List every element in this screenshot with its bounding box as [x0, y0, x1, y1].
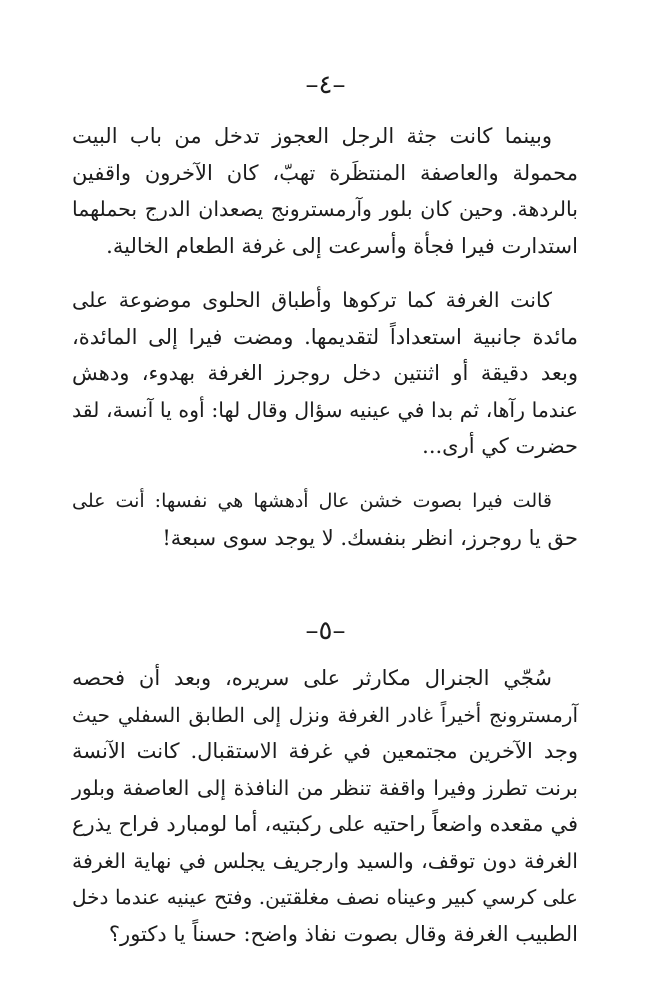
text-line: آرمسترونج أخيراً غادر الغرفة ونزل إلى الطابق السفلي حيث: [72, 702, 578, 727]
text-line: استدارت فيرا فجأة وأسرعت إلى غرفة الطعام الخالية.: [106, 233, 578, 258]
chapter-heading: –٤–: [305, 70, 346, 100]
text-line: عندما رآها، ثم بدا في عينيه سؤال وقال لها: أوه يا آنسة، لقد: [72, 397, 578, 422]
paragraph: [72, 282, 578, 465]
text-line: برنت تطرز وفيرا واقفة تنظر من النافذة إلى العاصفة وبلور: [72, 775, 578, 800]
text-line: الطبيب الغرفة وقال بصوت نفاذ واضح: حسناً يا دكتور؟: [108, 921, 578, 946]
text-line: قالت فيرا بصوت خشن عال أدهشها هي نفسها: أنت على: [72, 490, 552, 512]
text-line: بالردهة. وحين كان بلور وآرمسترونج يصعدان الدرج بحملهما: [72, 197, 578, 221]
text-line: الغرفة دون توقف، والسيد وارجريف يجلس في نهاية الغرفة: [72, 848, 578, 873]
text-line: سُجّي الجنرال مكارثر على سريره، وبعد أن فحصه: [72, 666, 552, 690]
text-line: وبينما كانت جثة الرجل العجوز تدخل من باب البيت: [72, 124, 552, 148]
text-line: في مقعده واضعاً راحتيه على ركبتيه، أما لومبارد فراح يذرع: [72, 812, 578, 836]
text-line: مائدة جانبية استعداداً لتقديمها. ومضت فيرا إلى المائدة،: [72, 324, 578, 349]
text-line: حضرت كي أرى...: [422, 434, 578, 458]
text-line: حق يا روجرز، انظر بنفسك. لا يوجد سوى سبعة!: [162, 525, 578, 550]
paragraph: [72, 660, 578, 952]
text-line: كانت الغرفة كما تركوها وأطباق الحلوى موضوعة على: [72, 288, 552, 312]
paragraph: [72, 118, 578, 264]
text-line: وجد الآخرين مجتمعين في غرفة الاستقبال. كانت الآنسة: [72, 739, 578, 763]
text-line: محمولة والعاصفة المنتظَرة تهبّ، كان الآخرون واقفين: [72, 160, 578, 185]
paragraph: [72, 483, 578, 556]
text-line: على كرسي كبير وعيناه نصف مغلقتين. وفتح عينيه عندما دخل: [72, 885, 578, 909]
chapter-heading: –٥–: [305, 616, 346, 646]
text-line: وبعد دقيقة أو اثنتين دخل روجرز الغرفة بهدوء، ودهش: [72, 361, 578, 385]
